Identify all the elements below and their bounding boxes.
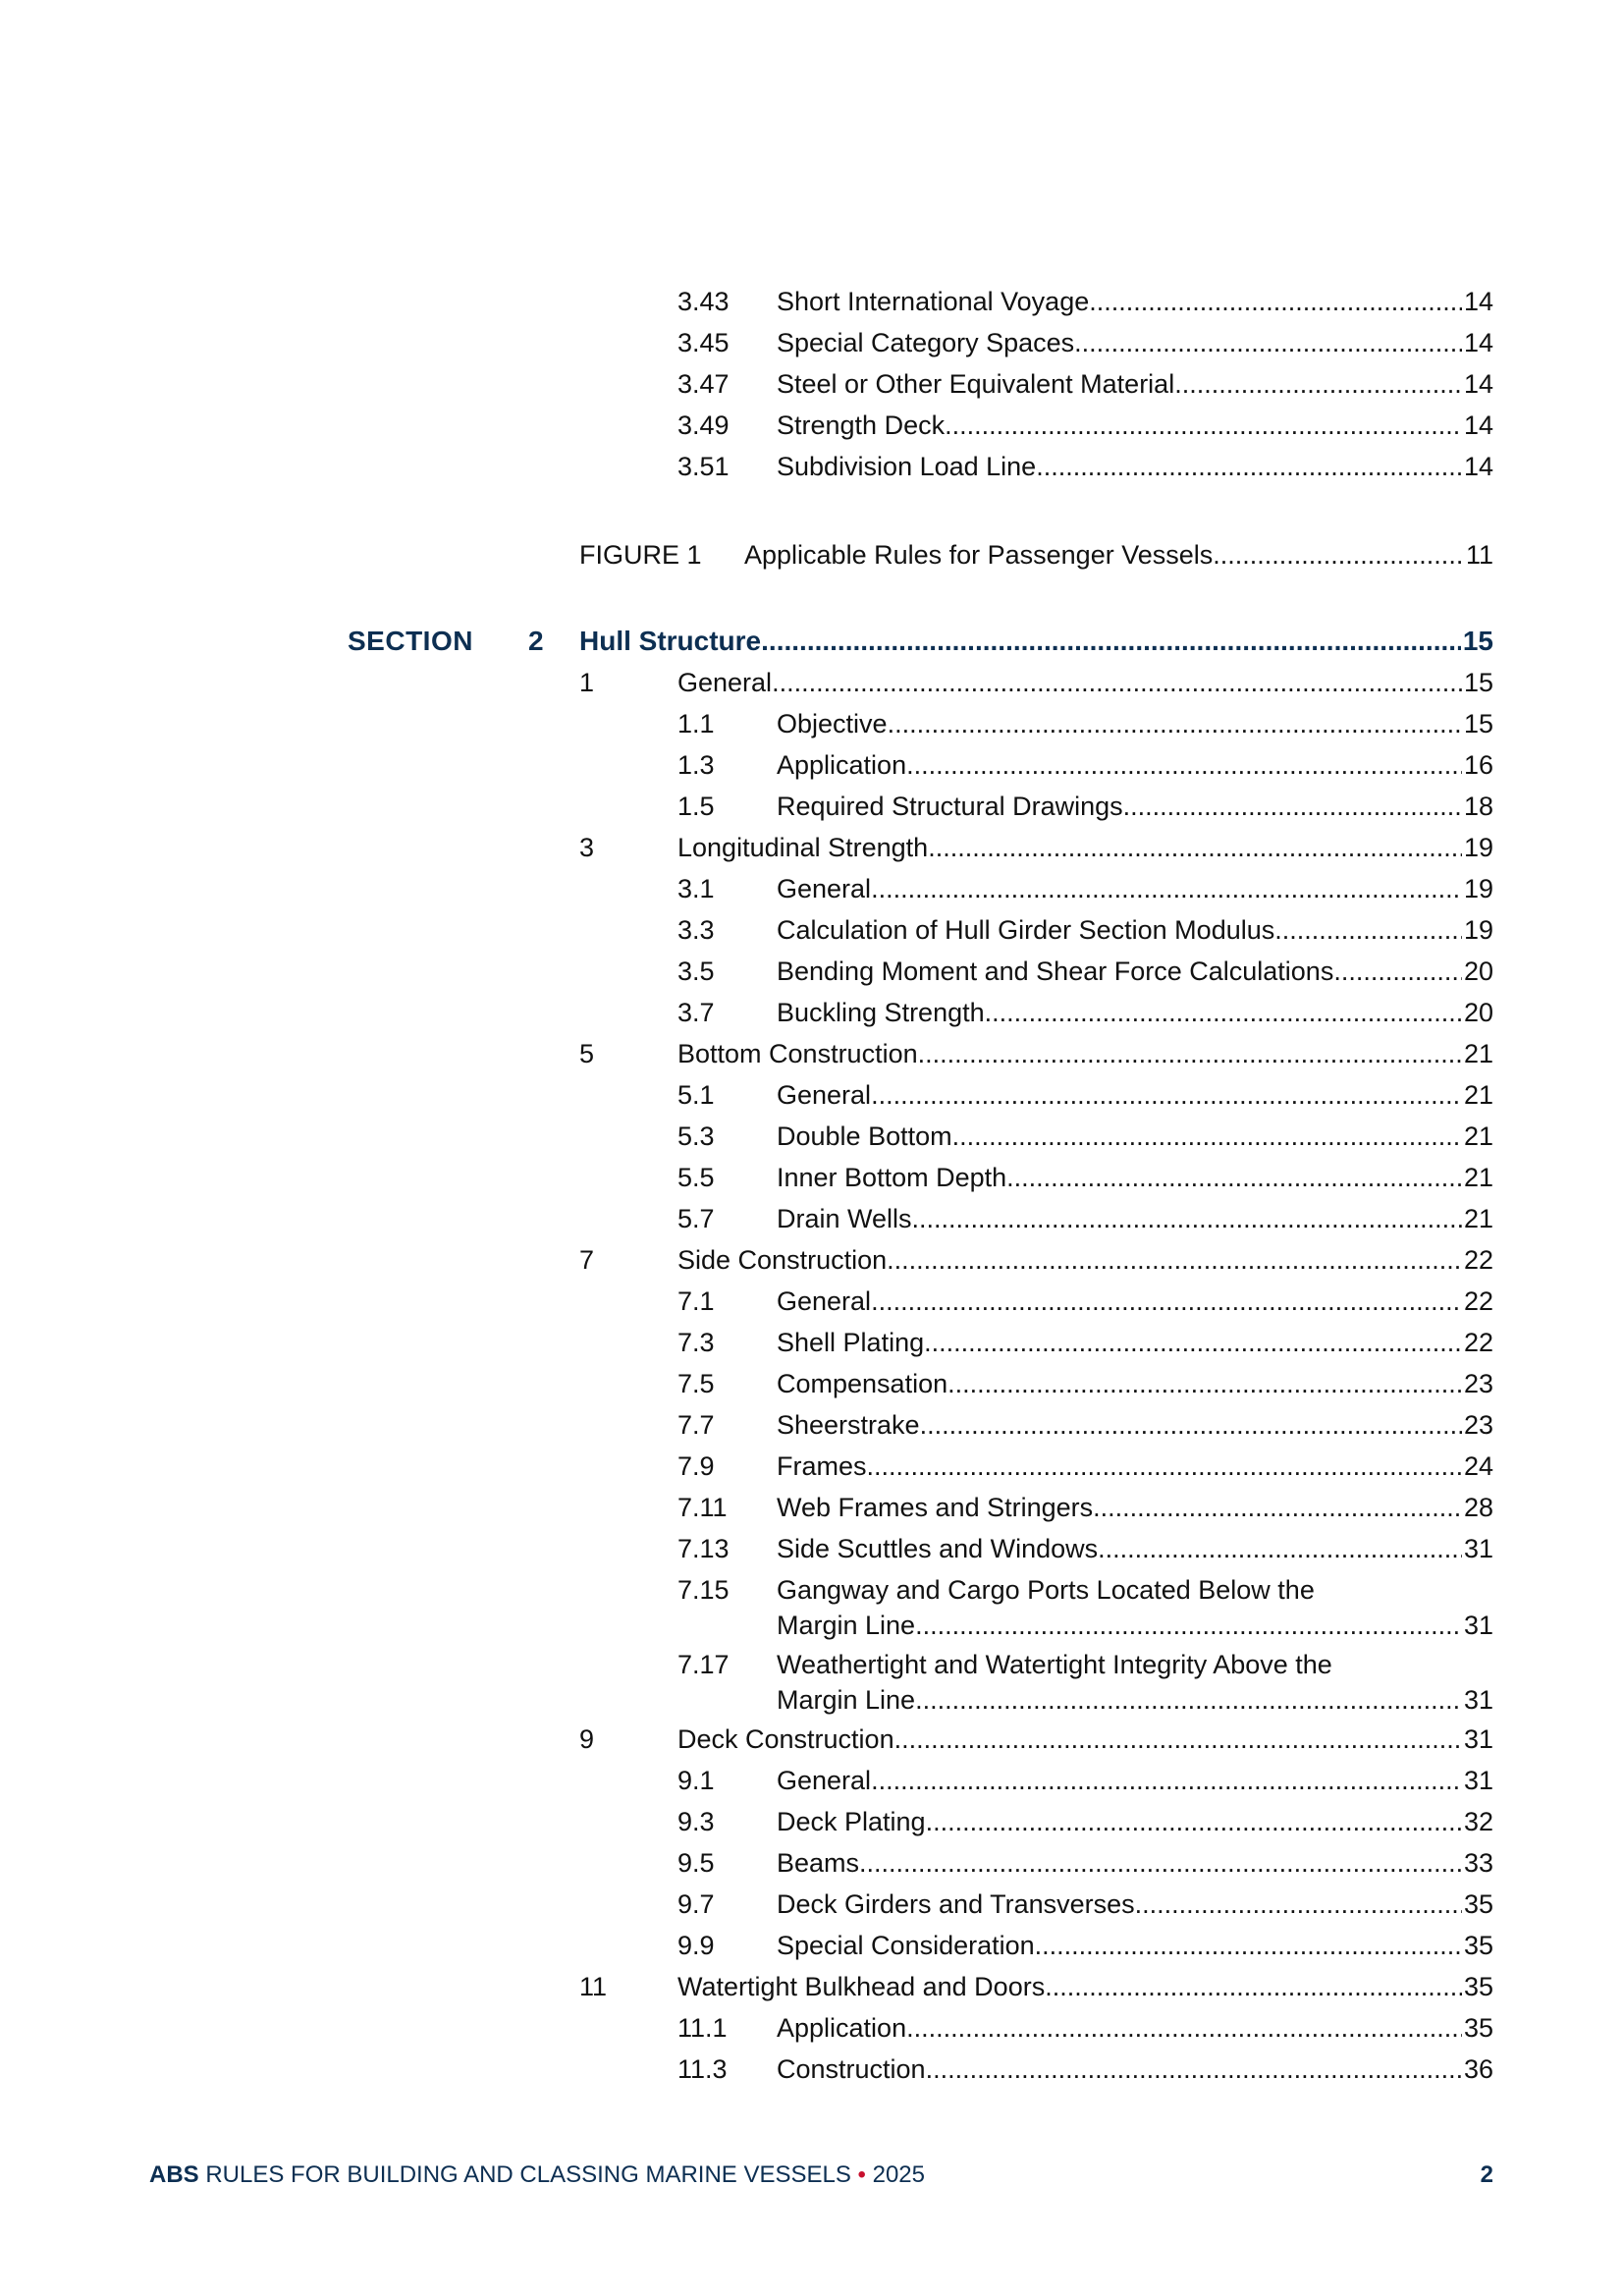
section-number: 2 [528,626,544,656]
toc-entry-number: 3.5 [677,957,715,986]
toc-entry[interactable] [0,1569,1623,1644]
toc-entry-link[interactable] [777,1760,1493,1801]
toc-entry-link[interactable] [777,703,1493,744]
section-page: 15 [1462,626,1493,656]
dot-leader [906,2007,1462,2049]
toc-entry-title: Sheerstrake [777,1410,920,1440]
toc-entry[interactable] [0,1074,1623,1116]
toc-entry[interactable] [0,1719,1623,1760]
toc-entry-number: 7.3 [677,1328,715,1357]
toc-entry-link[interactable] [777,446,1493,487]
figure-page: 11 [1465,540,1493,570]
toc-entry-number: 9.3 [677,1807,715,1836]
toc-entry-link[interactable] [777,868,1493,909]
toc-entry-page: 23 [1463,1369,1493,1398]
toc-entry-title-continued [777,1607,1493,1644]
toc-entry[interactable] [0,786,1623,827]
toc-entry-page: 31 [1463,1685,1493,1715]
toc-entry-link[interactable] [777,1074,1493,1116]
toc-figure-entry[interactable] [0,534,1623,575]
dot-leader [1074,322,1462,363]
dot-leader [871,1760,1462,1801]
toc-entry-link[interactable] [777,1198,1493,1239]
toc-entry-title: Drain Wells [777,1204,912,1233]
toc-entry-number: 7.11 [677,1493,728,1522]
toc-entry-page: 14 [1463,452,1493,481]
toc-entry-number: 11.1 [677,2013,728,2043]
toc-entry-title: Special Consideration [777,1931,1035,1960]
toc-entry-number: 3.1 [677,874,715,903]
toc-entry[interactable] [0,363,1623,405]
toc-entry[interactable] [0,2049,1623,2090]
toc-entry-page: 15 [1463,709,1493,738]
toc-entry-link[interactable] [777,1404,1493,1446]
toc-entry-number: 1.5 [677,792,715,821]
dot-leader [1036,446,1462,487]
toc-entry[interactable] [0,827,1623,868]
footer-title: RULES FOR BUILDING AND CLASSING MARINE VESSELS [205,2161,851,2188]
toc-entry-page: 15 [1463,668,1493,697]
dot-leader [952,1116,1462,1157]
toc-entry-page: 22 [1463,1245,1493,1275]
toc-entry-page: 21 [1463,1163,1493,1192]
toc-entry-number: 9.1 [677,1766,715,1795]
toc-entry[interactable] [0,1446,1623,1487]
toc-entry-page: 20 [1463,957,1493,986]
toc-entry-number: 7.5 [677,1369,715,1398]
dot-leader [1213,534,1464,575]
toc-entry-number: 1.1 [677,709,715,738]
toc-entry-title: Web Frames and Stringers [777,1493,1094,1522]
toc-entry[interactable] [0,1487,1623,1528]
toc-entry-number: 9.7 [677,1889,715,1919]
toc-entry-page: 24 [1463,1451,1493,1481]
toc-entry[interactable] [0,1925,1623,1966]
toc-entry-page: 32 [1463,1807,1493,1836]
dot-leader [947,1363,1462,1404]
toc-entry[interactable] [0,1239,1623,1281]
toc-entry-link[interactable] [777,951,1493,992]
toc-entry-number: 9.9 [677,1931,715,1960]
toc-entry-number: 7 [579,1245,595,1275]
toc-entry-number: 3.45 [677,328,730,357]
toc-entry-page: 14 [1463,287,1493,316]
toc-entry-number: 7.13 [677,1534,730,1563]
dot-leader [871,1281,1462,1322]
dot-leader [1006,1157,1462,1198]
toc-entry-page: 23 [1463,1410,1493,1440]
toc-entry-link[interactable] [777,1281,1493,1322]
toc-entry-page: 36 [1463,2054,1493,2084]
dot-leader [1135,1884,1462,1925]
toc-entry-page: 31 [1463,1766,1493,1795]
toc-entry[interactable] [0,405,1623,446]
dot-leader [1333,951,1462,992]
toc-entry-title: Watertight Bulkhead and Doors [677,1972,1046,2001]
toc-entry[interactable] [0,1966,1623,2007]
toc-entry-link[interactable] [777,1363,1493,1404]
toc-entry-page: 14 [1463,410,1493,440]
toc-entry-number: 7.7 [677,1410,715,1440]
dot-leader [918,1033,1462,1074]
toc-entry-title: Strength Deck [777,410,946,440]
toc-entry-link[interactable] [777,1569,1493,1644]
toc-entry-link[interactable] [777,281,1493,322]
toc-entry-number: 7.9 [677,1451,715,1481]
toc-entry[interactable] [0,1363,1623,1404]
dot-leader [887,1239,1462,1281]
toc-entry-link[interactable] [777,744,1493,786]
toc-entry-link[interactable] [777,786,1493,827]
dot-leader [928,827,1462,868]
toc-entry-title-line2: Margin Line [777,1685,916,1715]
toc-entry-page: 14 [1463,369,1493,399]
toc-entry-title: Side Scuttles and Windows [777,1534,1099,1563]
toc-entry[interactable] [0,1116,1623,1157]
dot-leader [906,744,1462,786]
toc-entry-link[interactable] [777,363,1493,405]
toc-entry-number: 7.15 [677,1575,730,1605]
toc-entry-link[interactable] [677,1966,1493,2007]
toc-entry[interactable] [0,2007,1623,2049]
toc-entry-title: General [777,1080,872,1110]
toc-entry-title: Special Category Spaces [777,328,1075,357]
toc-entry[interactable] [0,281,1623,322]
dot-leader [912,1198,1462,1239]
dot-leader [945,405,1462,446]
toc-entry-page: 35 [1463,1889,1493,1919]
footer-brand: ABS [149,2161,199,2188]
section-word: SECTION [348,626,473,656]
toc-entry-number: 5.1 [677,1080,715,1110]
toc-entry-title: Frames [777,1451,867,1481]
toc-entry[interactable] [0,1644,1623,1719]
dot-leader [1035,1925,1462,1966]
toc-entry-number: 5 [579,1039,595,1068]
toc-entry-number: 3 [579,833,595,862]
toc-entry-title: Objective [777,709,888,738]
dot-leader [1098,1528,1462,1569]
toc-entry-link[interactable] [777,1925,1493,1966]
toc-entry-page: 22 [1463,1286,1493,1316]
toc-entry-link[interactable] [777,2007,1493,2049]
toc-entry-title: Steel or Other Equivalent Material [777,369,1175,399]
toc-entry[interactable] [0,909,1623,951]
toc-entry-page: 35 [1463,1931,1493,1960]
toc-entry-number: 3.49 [677,410,730,440]
toc-entry-link[interactable] [777,1801,1493,1842]
dot-leader [926,2049,1462,2090]
toc-entry[interactable] [0,662,1623,703]
toc-entry-title: Buckling Strength [777,998,985,1027]
dot-leader [871,868,1462,909]
toc-entry[interactable] [0,1322,1623,1363]
toc-entry-title: Application [777,2013,907,2043]
toc-entry-number: 3.7 [677,998,715,1027]
toc-entry-title: Subdivision Load Line [777,452,1037,481]
footer-year: 2025 [872,2161,925,2188]
dot-leader [772,662,1462,703]
toc-entry-link[interactable] [677,662,1493,703]
toc-entry[interactable] [0,1760,1623,1801]
toc-entry-link[interactable] [677,1239,1493,1281]
toc-entry-link[interactable] [777,405,1493,446]
toc-entry-page: 35 [1463,2013,1493,2043]
dot-leader [867,1446,1462,1487]
toc-entry-page: 35 [1463,1972,1493,2001]
toc-entry[interactable] [0,744,1623,786]
toc-entry-page: 19 [1463,915,1493,945]
toc-entry-page: 21 [1463,1080,1493,1110]
dot-leader [1089,281,1462,322]
toc-entry-title: Side Construction [677,1245,888,1275]
toc-entry-link[interactable] [677,827,1493,868]
figure-label: FIGURE 1 [579,540,702,570]
toc-entry-number: 3.43 [677,287,730,316]
toc-entry-page: 21 [1463,1121,1493,1151]
toc-entry-number: 3.47 [677,369,730,399]
toc-entry-title-line2: Margin Line [777,1611,916,1640]
toc-entry-link[interactable] [777,1116,1493,1157]
toc-entry-link[interactable] [777,2049,1493,2090]
toc-entry-title: Bending Moment and Shear Force Calculations [777,957,1334,986]
toc-entry-title: Shell Plating [777,1328,925,1357]
toc-entry-page: 33 [1463,1848,1493,1878]
figure-link[interactable] [744,534,1493,575]
toc-entry-page: 31 [1463,1724,1493,1754]
toc-entry-title: Short International Voyage [777,287,1090,316]
toc-entry-link[interactable] [677,1719,1493,1760]
toc-entry-number: 11 [579,1972,608,2001]
toc-entry-title: Weathertight and Watertight Integrity Above the [777,1650,1332,1679]
dot-leader [894,1719,1462,1760]
dot-leader [761,621,1461,662]
toc-entry-title: Bottom Construction [677,1039,918,1068]
toc-entry[interactable] [0,1281,1623,1322]
toc-entry-link[interactable] [777,992,1493,1033]
toc-entry-number: 3.51 [677,452,730,481]
toc-entry[interactable] [0,703,1623,744]
toc-entry-page: 20 [1463,998,1493,1027]
toc-entry[interactable] [0,1528,1623,1569]
toc-entry-number: 11.3 [677,2054,728,2084]
toc-entry[interactable] [0,446,1623,487]
toc-entry-link[interactable] [777,1487,1493,1528]
toc-entry-page: 14 [1463,328,1493,357]
dot-leader [1123,786,1462,827]
toc-entry-title: Deck Plating [777,1807,926,1836]
toc-entry-title: Construction [777,2054,926,2084]
toc-entry[interactable] [0,1404,1623,1446]
toc-entry[interactable] [0,951,1623,992]
toc-entry-title: Required Structural Drawings [777,792,1123,821]
toc-entry-number: 5.3 [677,1121,715,1151]
toc-entry-link[interactable] [777,1528,1493,1569]
toc-entry-title: General [777,874,872,903]
dot-leader [926,1801,1462,1842]
toc-entry-title: Application [777,750,907,780]
toc-entry[interactable] [0,1157,1623,1198]
toc-entry-title: Beams [777,1848,860,1878]
toc-entry-title: General [777,1766,872,1795]
toc-entry-link[interactable] [777,1842,1493,1884]
dot-leader [985,992,1462,1033]
dot-leader [924,1322,1462,1363]
toc-entry-page: 28 [1463,1493,1493,1522]
toc-entry-page: 19 [1463,833,1493,862]
dot-leader [1274,909,1462,951]
toc-entry-number: 7.17 [677,1650,730,1679]
dot-leader [920,1404,1462,1446]
toc-entry-link[interactable] [777,1884,1493,1925]
footer-page-number: 2 [1480,2161,1493,2188]
toc-entry-number: 7.1 [677,1286,715,1316]
toc-entry-title: Gangway and Cargo Ports Located Below the [777,1575,1315,1605]
footer-bullet: • [857,2161,866,2188]
figure-title: Applicable Rules for Passenger Vessels [744,540,1214,570]
toc-entry-page: 21 [1463,1204,1493,1233]
toc-entry-link[interactable] [777,1644,1493,1719]
page-footer [149,2159,1493,2192]
toc-entry-page: 22 [1463,1328,1493,1357]
toc-entry-number: 5.7 [677,1204,715,1233]
dot-leader [859,1842,1462,1884]
toc-entry-number: 1.3 [677,750,715,780]
dot-leader [1045,1966,1462,2007]
toc-entry-title: Inner Bottom Depth [777,1163,1007,1192]
toc-entry[interactable] [0,1198,1623,1239]
dot-leader [871,1074,1462,1116]
toc-section-heading[interactable] [0,621,1623,662]
toc-entry-title-continued [777,1681,1493,1719]
toc-entry-title: Calculation of Hull Girder Section Modulus [777,915,1275,945]
toc-entry-title: General [777,1286,872,1316]
toc-entry-title: Double Bottom [777,1121,952,1151]
toc-entry-title: General [677,668,773,697]
toc-entry-title: Longitudinal Strength [677,833,929,862]
toc-entry-link[interactable] [777,322,1493,363]
toc-entry-link[interactable] [777,1322,1493,1363]
dot-leader [1093,1487,1462,1528]
toc-entry[interactable] [0,322,1623,363]
toc-entry[interactable] [0,1842,1623,1884]
toc-entry-number: 3.3 [677,915,715,945]
toc-entry-number: 9 [579,1724,595,1754]
toc-entry-title: Deck Construction [677,1724,894,1754]
toc-entry-page: 18 [1463,792,1493,821]
toc-entry-link[interactable] [777,909,1493,951]
toc-entry-page: 31 [1463,1534,1493,1563]
dot-leader [915,1681,1462,1719]
toc-entry-page: 19 [1463,874,1493,903]
toc-entry-title: Deck Girders and Transverses [777,1889,1135,1919]
toc-entry-page: 16 [1463,750,1493,780]
toc-entry[interactable] [0,992,1623,1033]
toc-entry-link[interactable] [677,1033,1493,1074]
table-of-contents [0,281,1623,2090]
toc-entry-title: Compensation [777,1369,948,1398]
dot-leader [1174,363,1462,405]
toc-entry-number: 5.5 [677,1163,715,1192]
toc-entry-link[interactable] [777,1446,1493,1487]
toc-entry[interactable] [0,1801,1623,1842]
toc-entry-page: 21 [1463,1039,1493,1068]
toc-entry[interactable] [0,1033,1623,1074]
toc-entry-link[interactable] [777,1157,1493,1198]
dot-leader [888,703,1462,744]
toc-entry[interactable] [0,1884,1623,1925]
section-link[interactable] [579,621,1493,662]
toc-entry-page: 31 [1463,1611,1493,1640]
toc-entry-number: 1 [579,668,595,697]
toc-entry[interactable] [0,868,1623,909]
dot-leader [915,1607,1462,1644]
section-title: Hull Structure [579,626,762,656]
toc-entry-number: 9.5 [677,1848,715,1878]
